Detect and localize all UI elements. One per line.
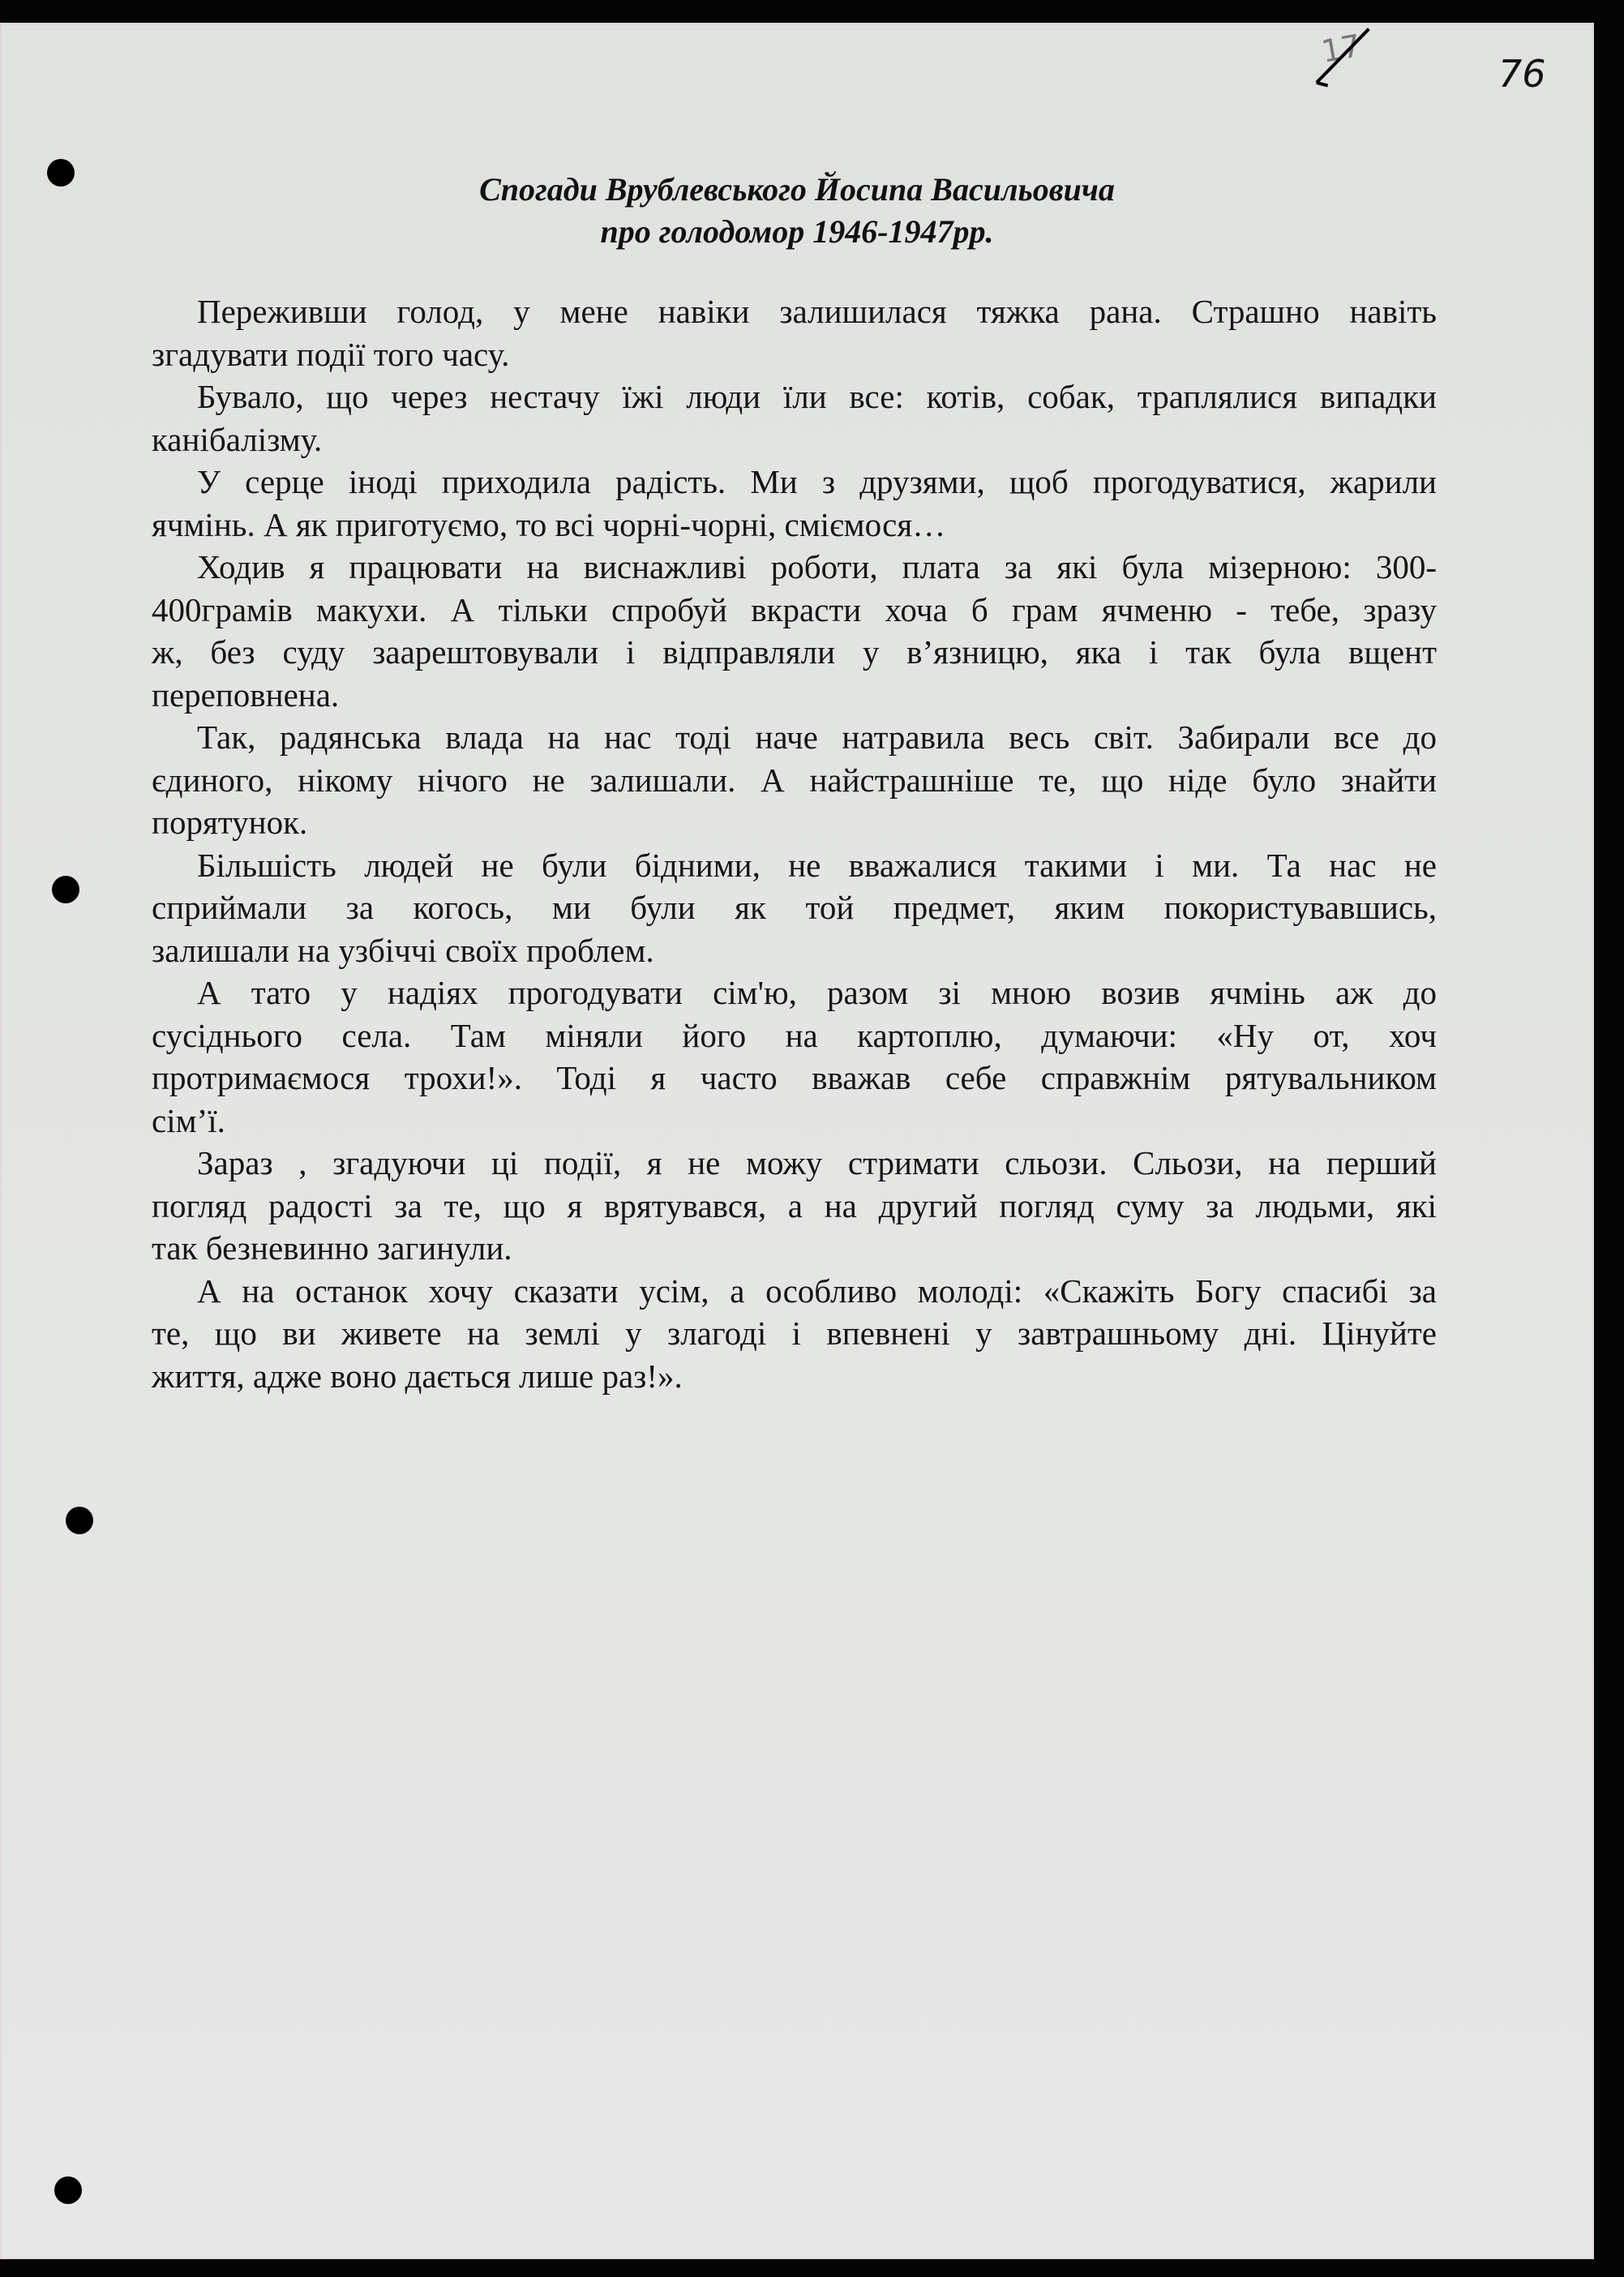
text-line: згадувати події того часу. [152,335,510,373]
document-body [152,290,1437,1397]
document-page [0,23,1594,2259]
text-line: А тато у надіях прогодувати сім'ю, разом зі мною возив ячмінь аж до [197,974,1437,1011]
punch-hole [66,1507,93,1534]
paragraph [152,844,1437,972]
text-line: Більшість людей не були бідними, не вважалися такими і ми. Та нас не [197,846,1437,884]
text-line: сприймали за когось, ми були як той предмет, яким покористувавшись, [152,889,1437,926]
text-line: Бувало, що через нестачу їжі люди їли все: котів, собак, траплялися випадки [197,378,1437,415]
title-line-1: Спогади Врублевського Йосипа Васильовича [479,171,1115,208]
text-line: єдиного, нікому нічого не залишали. А найстрашніше те, що ніде було знайти [152,761,1437,799]
text-line: те, що ви живете на землі у злагоді і впевнені у завтрашньому дні. Цінуйте [152,1314,1437,1352]
text-line: переповнена. [152,675,340,714]
archive-page-number: 76 [1498,52,1546,96]
title-line-2: про голодомор 1946-1947рр. [600,213,994,250]
paragraph [152,716,1437,844]
text-line: порятунок. [152,804,308,841]
text-line: ж, без суду заарештовували і відправляли у в’язницю, яка і так була вщент [152,633,1437,671]
text-line: Переживши голод, у мене навіки залишилася тяжка рана. Страшно навіть [197,293,1437,330]
paragraph [152,290,1437,375]
text-line: так безневинно загинули. [152,1229,512,1267]
text-line: Ходив я працювати на виснажливі роботи, плата за які була мізерною: 300- [197,548,1437,585]
paragraph [152,971,1437,1142]
text-line: 400грамів макухи. А тільки спробуй вкрасти хоча б грам ячменю - тебе, зразу [152,590,1437,628]
document-title [0,169,1594,253]
paragraph [152,461,1437,546]
text-line: сусіднього села. Там міняли його на картоплю, думаючи: «Ну от, хоч [152,1016,1437,1054]
text-line: протримаємося трохи!». Тоді я часто вважав себе справжнім рятувальником [152,1059,1437,1096]
text-line: Так, радянська влада на нас тоді наче натравила весь світ. Забирали все до [197,718,1437,756]
text-line: А на останок хочу сказати усім, а особливо молоді: «Скажіть Богу спасибі за [197,1271,1437,1310]
paragraph [152,1270,1437,1398]
text-line: сім’ї. [152,1101,225,1139]
paragraph [152,1142,1437,1270]
punch-hole [54,2176,82,2204]
struck-archive-number [1319,28,1364,70]
strike-line-icon [1304,21,1386,90]
text-line: залишали на узбіччі своїх проблем. [152,931,654,969]
paragraph [152,375,1437,461]
text-line: У серце іноді приходила радість. Ми з друзями, щоб прогодуватися, жарили [197,463,1437,500]
text-line: канібалізму. [152,420,323,458]
text-line: ячмінь. А як приготуємо, то всі чорні-чорні, сміємося… [152,505,946,543]
text-line: погляд радості за те, що я врятувався, а на другий погляд суму за людьми, які [152,1186,1437,1224]
struck-number-text: 17 [1318,28,1364,70]
text-line: життя, адже воно дається лише раз!». [152,1357,683,1395]
text-line: Зараз , згадуючи ці події, я не можу стримати сльози. Сльози, на перший [197,1144,1437,1181]
paragraph [152,546,1437,716]
punch-hole [52,876,79,903]
